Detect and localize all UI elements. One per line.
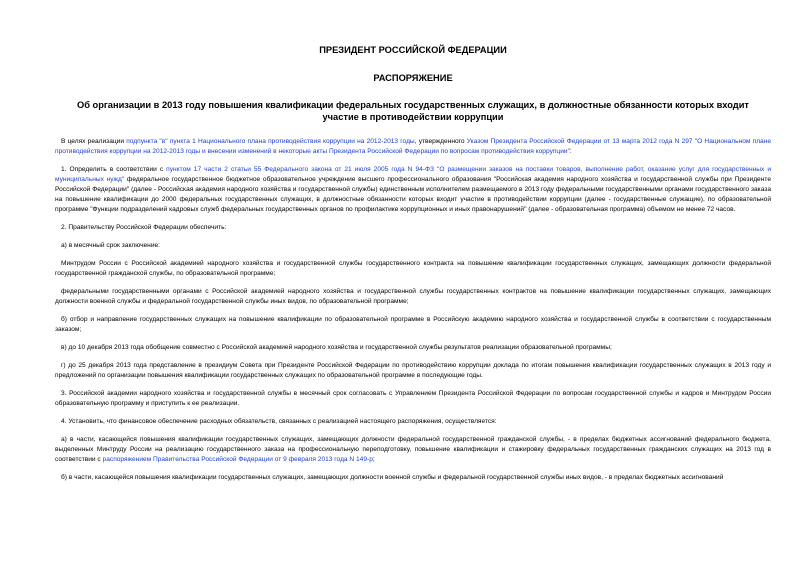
link-government-order-149r[interactable]: распоряжением Правительства Российской Федерации от 9 февраля 2013 года N 149-р: [102, 456, 373, 463]
link-federal-law-94[interactable]: пунктом 17 части 2 статьи 55 Федерального закона от 21 июля 2005 года N 94-ФЗ "О размещении заказов на поставки товаров, выполнение работ, оказание услуг для государственных и муниципальных нужд": [55, 166, 772, 183]
paragraph-2v: в) до 10 декабря 2013 года обобщение совместно с Российской академией народного хозяйства и государственной службы результатов реализации образовательной программы;: [61, 344, 612, 351]
paragraph-2g: г) до 25 декабря 2013 года представление в президиум Совета при Президенте Российской Федерации по противодействию коррупции доклада по итогам повышения квалификации государственных служащих в 2013 году и предложений по организации повышения квалификации государственных служащих по образовательной программе в последующие годы.: [55, 362, 771, 379]
document-body: [55, 137, 771, 483]
paragraph-2a: а) в месячный срок заключение:: [61, 242, 160, 249]
issuer-header: ПРЕЗИДЕНТ РОССИЙСКОЙ ФЕДЕРАЦИИ: [319, 45, 507, 55]
paragraph-4: 4. Установить, что финансовое обеспечение расходных обязательств, связанных с реализацией настоящего распоряжения, осуществляется:: [61, 418, 497, 425]
paragraph-2b: б) отбор и направление государственных служащих на повышение квалификации по образовательной программе в Российскую академию народного хозяйства и государственной службы в соответствии с государственным заказом;: [55, 316, 771, 333]
document-title: Об организации в 2013 году повышения квалификации федеральных государственных служащих, в должностные обязанности которых входит участие в противодействии коррупции: [77, 100, 749, 122]
paragraph-4a: а) в части, касающейся повышения квалификации государственных служащих, замещающих должности федеральной государственной гражданской службы, - в пределах бюджетных ассигнований федерального бюджета, выделенных Минтруду России на реализацию государственного заказа на профессиональную переподготовку, повышение квалификации и стажировку федеральных государственных гражданских служащих на 2013 год в соответствии с распоряжением Правительства Российской Федерации от 9 февраля 2013 года N 149-р;: [55, 436, 771, 463]
paragraph-3: 3. Российской академии народного хозяйства и государственной службы в месячный срок согласовать с Управлением Президента Российской Федерации по вопросам государственной службы и кадров и Минтрудом России образовательную программу и приступить к ее реализации.: [55, 390, 771, 407]
link-decree-297[interactable]: Указом Президента Российской Федерации от 13 марта 2012 года N 297 "О Национальном плане противодействия коррупции на 2012-2013 годы и внесении изменений в некоторые акты Президента Российской Федерации по вопросам противодействия коррупции": [55, 138, 772, 155]
paragraph-2: 2. Правительству Российской Федерации обеспечить:: [61, 224, 227, 231]
document-type: РАСПОРЯЖЕНИЕ: [373, 73, 453, 83]
paragraph-4b: б) в части, касающейся повышения квалификации государственных служащих, замещающих должности военной службы и федеральной государственной службы иных видов, - в пределах бюджетных ассигнований: [61, 474, 724, 481]
paragraph-1: 1. Определить в соответствии с пунктом 17 части 2 статьи 55 Федерального закона от 21 июля 2005 года N 94-ФЗ "О размещении заказов на поставки товаров, выполнение работ, оказание услуг для государственных и муниципальных нужд" федеральное государственное бюджетное образовательное учреждение высшего профессионального образования "Российская академия народного хозяйства и государственной службы при Президенте Российской Федерации" (далее - Российская академия народного хозяйства и государственной службы) единственным исполнителем размещаемого в 2013 году федеральными государственными органами государственного заказа на повышение квалификации до 2000 федеральных государственных служащих, в должностные обязанности которых входит участие в противодействии коррупции (далее - государственные служащие), по образовательной программе "Функции подразделений кадровых служб федеральных государственных органов по профилактике коррупционных и иных правонарушений" (далее - образовательная программа) объемом не менее 72 часов.: [55, 166, 772, 213]
paragraph-preamble: В целях реализации подпункта "в" пункта 1 Национального плана противодействия коррупции на 2012-2013 годы, утвержденного Указом Президента Российской Федерации от 13 марта 2012 года N 297 "О Национальном плане противодействия коррупции на 2012-2013 годы и внесении изменений в некоторые акты Президента Российской Федерации по вопросам противодействия коррупции":: [55, 138, 772, 155]
link-national-plan[interactable]: подпункта "в" пункта 1 Национального плана противодействия коррупции на 2012-2013 годы: [126, 138, 415, 145]
paragraph-2a-federal-bodies: федеральными государственными органами с Российской академией народного хозяйства и государственной службы государственных контрактов на повышение квалификации государственных служащих, замещающих должности военной службы и федеральной государственной службы иных видов, по образовательной программе;: [55, 288, 771, 305]
paragraph-2a-mintrud: Минтрудом России с Российской академией народного хозяйства и государственной службы государственного контракта на повышение квалификации государственных служащих, замещающих должности федеральной государственной гражданской службы, по образовательной программе;: [55, 260, 771, 277]
